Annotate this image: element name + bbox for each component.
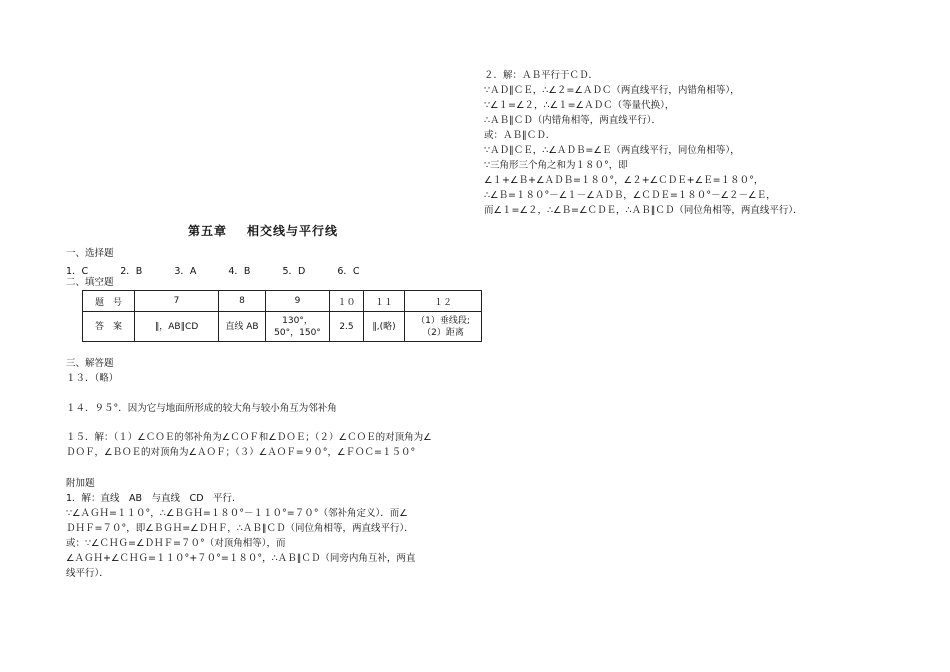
choice-answer: 1．C <box>66 266 89 277</box>
right-line-10: 而∠１=∠２，∴∠Ｂ=∠ＣＤＥ，∴ＡＢ∥ＣＤ（同位角相等，两直线平行）． <box>484 205 803 216</box>
table-cell-answer: ∥，AB∥CD <box>135 312 219 342</box>
extra-line-4: 或：∵∠ＣＨＧ=∠ＤＨＦ=７０°（对顶角相等），而 <box>66 538 286 549</box>
table-cell-answer: 2.5 <box>330 312 364 342</box>
answer-9-line-1: 130°， <box>282 315 313 326</box>
chapter-number: 第五章 <box>188 224 228 238</box>
table-cell-number: １２ <box>405 291 482 312</box>
extra-line-5: ∠ＡＧＨ+∠ＣＨＧ=１１０°+７０°=１８０°，∴ＡＢ∥ＣＤ（同旁内角互补，两直 <box>66 553 416 564</box>
chapter-name: 相交线与平行线 <box>247 224 339 238</box>
extra-line-1: 1．解：直线 AB 与直线 CD 平行. <box>66 493 236 504</box>
table-row <box>83 312 482 342</box>
extra-line-6: 线平行）． <box>66 568 109 579</box>
extra-heading: 附加题 <box>66 478 95 489</box>
right-line-4: ∴ＡＢ∥ＣＤ（内错角相等，两直线平行）． <box>484 115 662 126</box>
choice-answer: 5．D <box>282 266 306 277</box>
answer-12-line-2: （2）距离 <box>422 327 464 338</box>
table-cell-number: 7 <box>135 291 219 312</box>
right-line-1: ２．解：ＡＢ平行于ＣＤ． <box>484 70 599 81</box>
table-cell-answer: ∥,(略) <box>364 312 405 342</box>
table-cell-number: １０ <box>330 291 364 312</box>
right-line-3: ∵∠１=∠２，∴∠１=∠ＡＤＣ（等量代换）， <box>484 100 675 111</box>
question-15-line-1: １５．解：（１）∠ＣＯＥ的邻补角为∠ＣＯＦ和∠ＤＯＥ；（２）∠ＣＯＥ的对顶角为∠ <box>66 432 432 443</box>
table-cell-number: 9 <box>266 291 330 312</box>
choice-answer: 3．A <box>174 266 197 277</box>
table-cell-number: １１ <box>364 291 405 312</box>
choice-answer: 4．B <box>228 266 251 277</box>
extra-line-3: ＤＨＦ=７０°，即∠ＢＧＨ=∠ＤＨＦ，∴ＡＢ∥ＣＤ（同位角相等，两直线平行）． <box>66 523 414 534</box>
question-15-line-2: ＤＯＦ，∠ＢＯＥ的对顶角为∠ＡＯＦ；（３）∠ＡＯＦ=９０°，∠ＦＯＣ=１５０° <box>66 447 416 458</box>
choice-answer: 2．B <box>120 266 143 277</box>
right-line-6: ∵ＡＤ∥ＣＥ，∴∠ＡＤＢ=∠Ｅ（两直线平行，同位角相等）， <box>484 145 740 156</box>
right-line-2: ∵ＡＤ∥ＣＥ，∴∠２=∠ＡＤＣ（两直线平行，内错角相等）， <box>484 85 740 96</box>
table-row <box>83 291 482 312</box>
table-answer-label: 答 案 <box>83 312 135 342</box>
chapter-title <box>188 222 358 239</box>
right-line-7: ∵三角形三个角之和为１８０°，即 <box>484 160 628 171</box>
choice-answers <box>66 263 389 277</box>
answer-12-line-1: （1）垂线段; <box>416 315 470 326</box>
extra-line-2: ∵∠ＡＧＨ=１１０°，∴∠ＢＧＨ=１８０°－１１０°=７０°（邻补角定义）．而∠ <box>66 508 408 519</box>
table-header-label: 题 号 <box>83 291 135 312</box>
right-line-8: ∠１+∠Ｂ+∠ＡＤＢ=１８０°，∠２+∠ＣＤＥ+∠Ｅ=１８０°， <box>484 175 764 186</box>
right-line-9: ∴∠Ｂ=１８０°－∠１－∠ＡＤＢ，∠ＣＤＥ=１８０°－∠２－∠Ｅ， <box>484 190 776 201</box>
right-line-5: 或：ＡＢ∥ＣＤ． <box>484 130 556 141</box>
table-cell-answer: 直线 AB <box>219 312 266 342</box>
table-cell-answer <box>405 312 482 342</box>
table-cell-answer <box>266 312 330 342</box>
section1-heading: 一、选择题 <box>66 248 114 259</box>
fill-in-answer-table <box>82 290 482 342</box>
question-14: １４．９５°．因为它与地面所形成的较大角与较小角互为邻补角 <box>66 403 337 414</box>
section2-heading: 二、填空题 <box>66 277 114 288</box>
choice-answer: 6．C <box>337 266 360 277</box>
question-13: １３．（略） <box>66 373 119 384</box>
section3-heading: 三、解答题 <box>66 358 114 369</box>
answer-9-line-2: 50°，150° <box>274 327 321 338</box>
table-cell-number: 8 <box>219 291 266 312</box>
